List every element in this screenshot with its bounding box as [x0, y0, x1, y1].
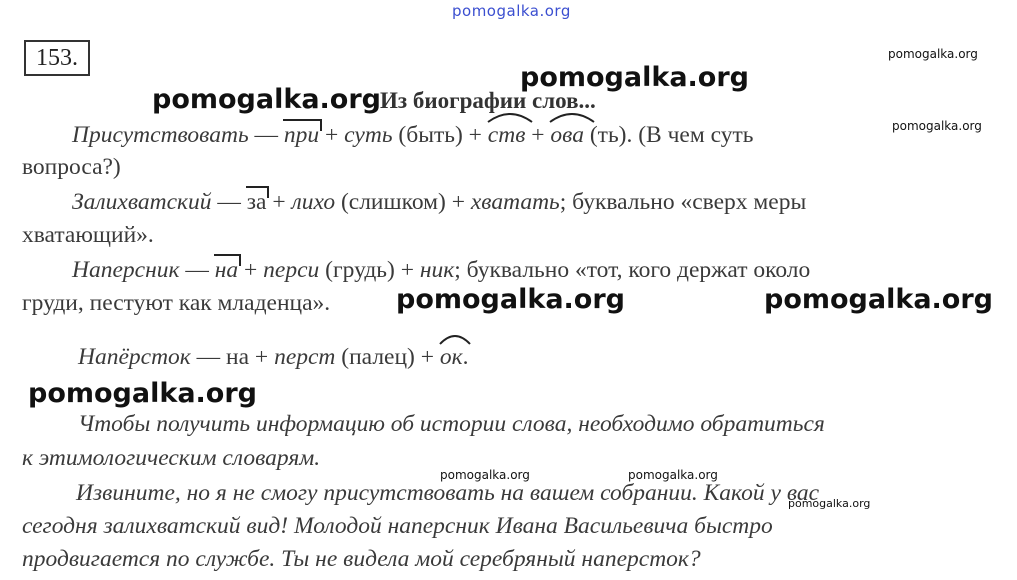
- watermark-small: pomogalka.org: [440, 468, 530, 482]
- text-line: вопроса?): [22, 154, 121, 180]
- gloss: (палец) +: [335, 344, 440, 370]
- suffix-arc-icon: [548, 110, 596, 124]
- watermark-top: pomogalka.org: [452, 2, 571, 20]
- entry-zalikhvatsky: [72, 189, 806, 216]
- example-text: Извините, но я не смогу присутствовать на вашем собрании. Какой у вас: [76, 480, 820, 506]
- plus: +: [525, 122, 551, 148]
- section-title: Из биографии слов...: [380, 88, 596, 113]
- root-word: перст: [274, 344, 336, 370]
- example-text: сегодня залихватский вид! Молодой наперсник Ивана Васильевича быстро: [22, 513, 773, 539]
- text-end: .: [462, 344, 469, 370]
- text-line: груди, пестуют как младенца».: [22, 290, 331, 316]
- text-end: ; буквально «тот, кого держат около: [454, 257, 811, 283]
- watermark-big: pomogalka.org: [396, 284, 625, 315]
- root-word: лихо: [291, 189, 336, 215]
- task-text: к этимологическим словарям.: [22, 445, 321, 471]
- gloss: (быть) +: [392, 122, 488, 148]
- root-word: хватать: [470, 189, 560, 215]
- suffix-morpheme: [550, 122, 584, 149]
- plus: +: [319, 122, 345, 148]
- suffix-morpheme: [488, 122, 526, 149]
- entry-prisutstvovat: [72, 122, 753, 149]
- example-text: продвигается по службе. Ты не видела мой серебряный наперсток?: [22, 546, 701, 572]
- gloss: (слишком) +: [335, 189, 471, 215]
- watermark-small: pomogalka.org: [788, 497, 871, 510]
- dash: —: [248, 122, 284, 148]
- entry-naperstok: [78, 344, 469, 371]
- suffix-arc-icon: [438, 332, 472, 346]
- exercise-number: 153.: [24, 40, 90, 76]
- headword: Залихватский: [72, 189, 212, 215]
- watermark-big: pomogalka.org: [764, 284, 993, 315]
- text-end: (ть). (В чем суть: [583, 122, 754, 148]
- dash: —: [179, 257, 215, 283]
- task-text: Чтобы получить информацию об истории слова, необходимо обратиться: [78, 411, 825, 437]
- watermark-big: pomogalka.org: [152, 84, 381, 115]
- text-end: ; буквально «сверх меры: [559, 189, 807, 215]
- headword: Присутствовать: [72, 122, 249, 148]
- prefix-morpheme: на: [214, 257, 239, 283]
- dash: —: [211, 189, 247, 215]
- suffix-text: ова: [550, 122, 584, 148]
- plus: +: [266, 189, 292, 215]
- watermark-small: pomogalka.org: [628, 468, 718, 482]
- watermark-big: pomogalka.org: [520, 62, 749, 93]
- watermark-small: pomogalka.org: [892, 119, 982, 133]
- suffix-text: ств: [487, 122, 526, 148]
- suffix-word: ник: [419, 257, 455, 283]
- entry-napersnik: [72, 257, 810, 284]
- text-line: хватающий».: [22, 222, 154, 248]
- root-word: суть: [344, 122, 393, 148]
- watermark-small: pomogalka.org: [888, 47, 978, 61]
- prefix-morpheme: при: [283, 122, 320, 148]
- suffix-morpheme: [440, 344, 463, 371]
- watermark-big: pomogalka.org: [28, 378, 257, 409]
- root-word: перси: [263, 257, 320, 283]
- headword: Наперсник: [72, 257, 180, 283]
- suffix-arc-icon: [486, 110, 534, 124]
- gloss: (грудь) +: [319, 257, 420, 283]
- prefix-morpheme: за: [246, 189, 267, 215]
- formula: — на +: [190, 344, 275, 370]
- suffix-text: ок: [439, 344, 463, 370]
- headword: Напёрсток: [78, 344, 191, 370]
- plus: +: [238, 257, 264, 283]
